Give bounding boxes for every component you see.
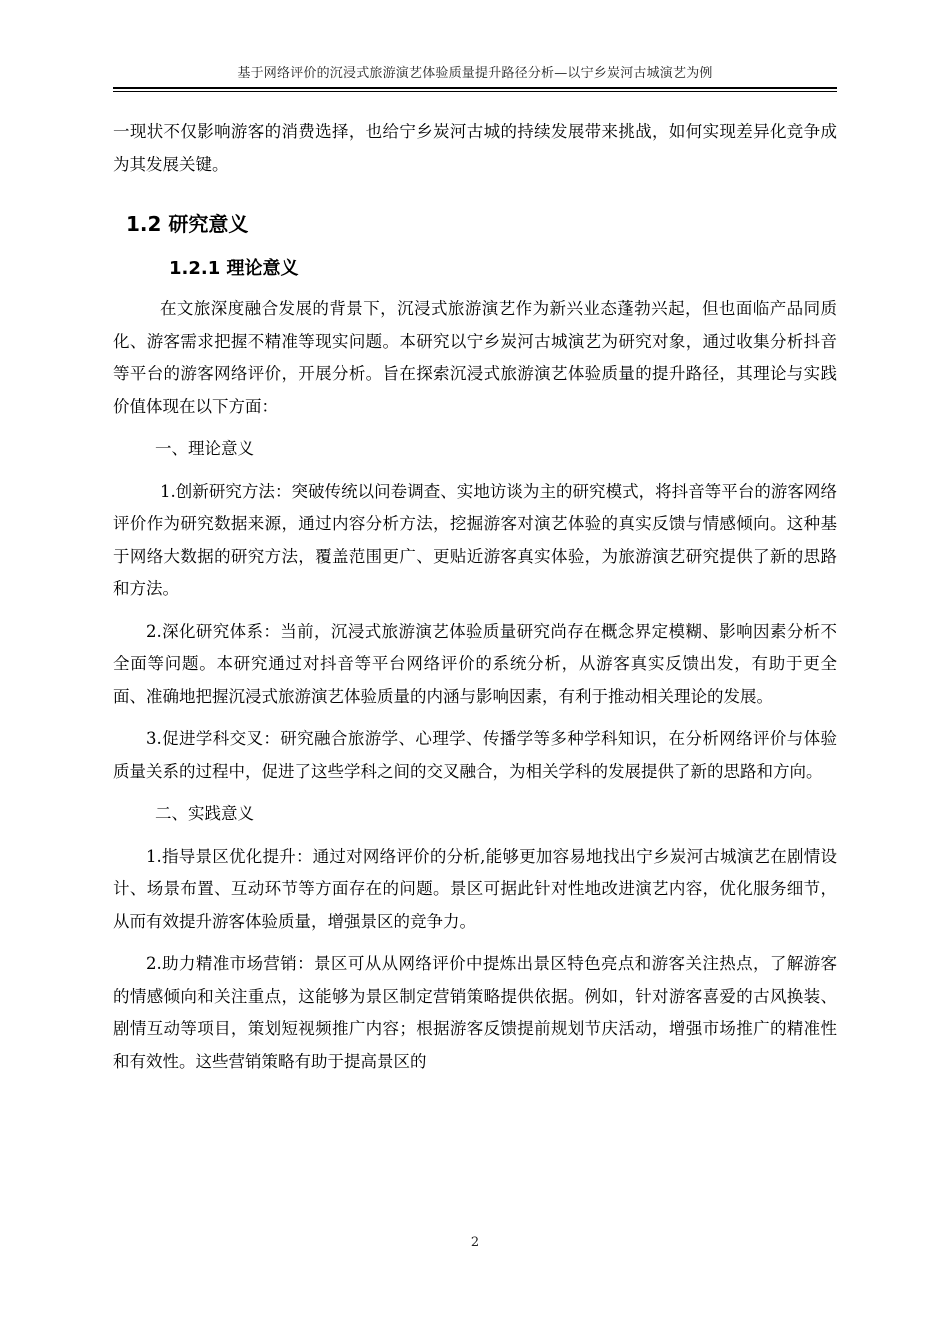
- theory-item: 1.创新研究方法：突破传统以问卷调查、实地访谈为主的研究模式，将抖音等平台的游客网络评价作为研究数据来源，通过内容分析方法，挖掘游客对演艺体验的真实反馈与情感倾向。这种基于网络大数据的研究方法，覆盖范围更广、更贴近游客真实体验，为旅游演艺研究提供了新的思路和方法。: [113, 481, 837, 598]
- header-rule-thin: [113, 91, 837, 92]
- theory-item: 3.促进学科交叉：研究融合旅游学、心理学、传播学等多种学科知识，在分析网络评价与体验质量关系的过程中，促进了这些学科之间的交叉融合，为相关学科的发展提供了新的思路和方向。: [113, 729, 837, 781]
- practice-item: 1.指导景区优化提升：通过对网络评价的分析,能够更加容易地找出宁乡炭河古城演艺在剧情设计、场景布置、互动环节等方面存在的问题。景区可据此针对性地改进演艺内容，优化服务细节，从而有效提升游客体验质量，增强景区的竞争力。: [113, 846, 837, 931]
- running-header: 基于网络评价的沉浸式旅游演艺体验质量提升路径分析—以宁乡炭河古城演艺为例: [237, 66, 713, 81]
- theory-label: 一、理论意义: [155, 439, 254, 458]
- theory-item: 2.深化研究体系：当前，沉浸式旅游演艺体验质量研究尚存在概念界定模糊、影响因素分析不全面等问题。本研究通过对抖音等平台网络评价的系统分析，从游客真实反馈出发，有助于更全面、准确地把握沉浸式旅游演艺体验质量的内涵与影响因素，有利于推动相关理论的发展。: [113, 621, 837, 706]
- document-body: [113, 116, 837, 1078]
- practice-item: 2.助力精准市场营销：景区可从从网络评价中提炼出景区特色亮点和游客关注热点，了解游客的情感倾向和关注重点，这能够为景区制定营销策略提供依据。例如，针对游客喜爱的古风换装、剧情互动等项目，策划短视频推广内容；根据游客反馈提前规划节庆活动，增强市场推广的精准性和有效性。这些营销策略有助于提高景区的: [113, 954, 837, 1071]
- opening-paragraph: 在文旅深度融合发展的背景下，沉浸式旅游演艺作为新兴业态蓬勃兴起，但也面临产品同质化、游客需求把握不精准等现实问题。本研究以宁乡炭河古城演艺为研究对象，通过收集分析抖音等平台的游客网络评价，开展分析。旨在探索沉浸式旅游演艺体验质量的提升路径，其理论与实践价值体现在以下方面：: [113, 299, 837, 416]
- subsection-heading: 1.2.1 理论意义: [169, 258, 299, 279]
- practice-label: 二、实践意义: [155, 804, 254, 823]
- header-rule: [113, 87, 837, 89]
- section-heading: 1.2 研究意义: [126, 212, 249, 236]
- intro-paragraph: 一现状不仅影响游客的消费选择，也给宁乡炭河古城的持续发展带来挑战，如何实现差异化竞争成为其发展关键。: [113, 122, 837, 174]
- page-number: 2: [470, 1235, 480, 1250]
